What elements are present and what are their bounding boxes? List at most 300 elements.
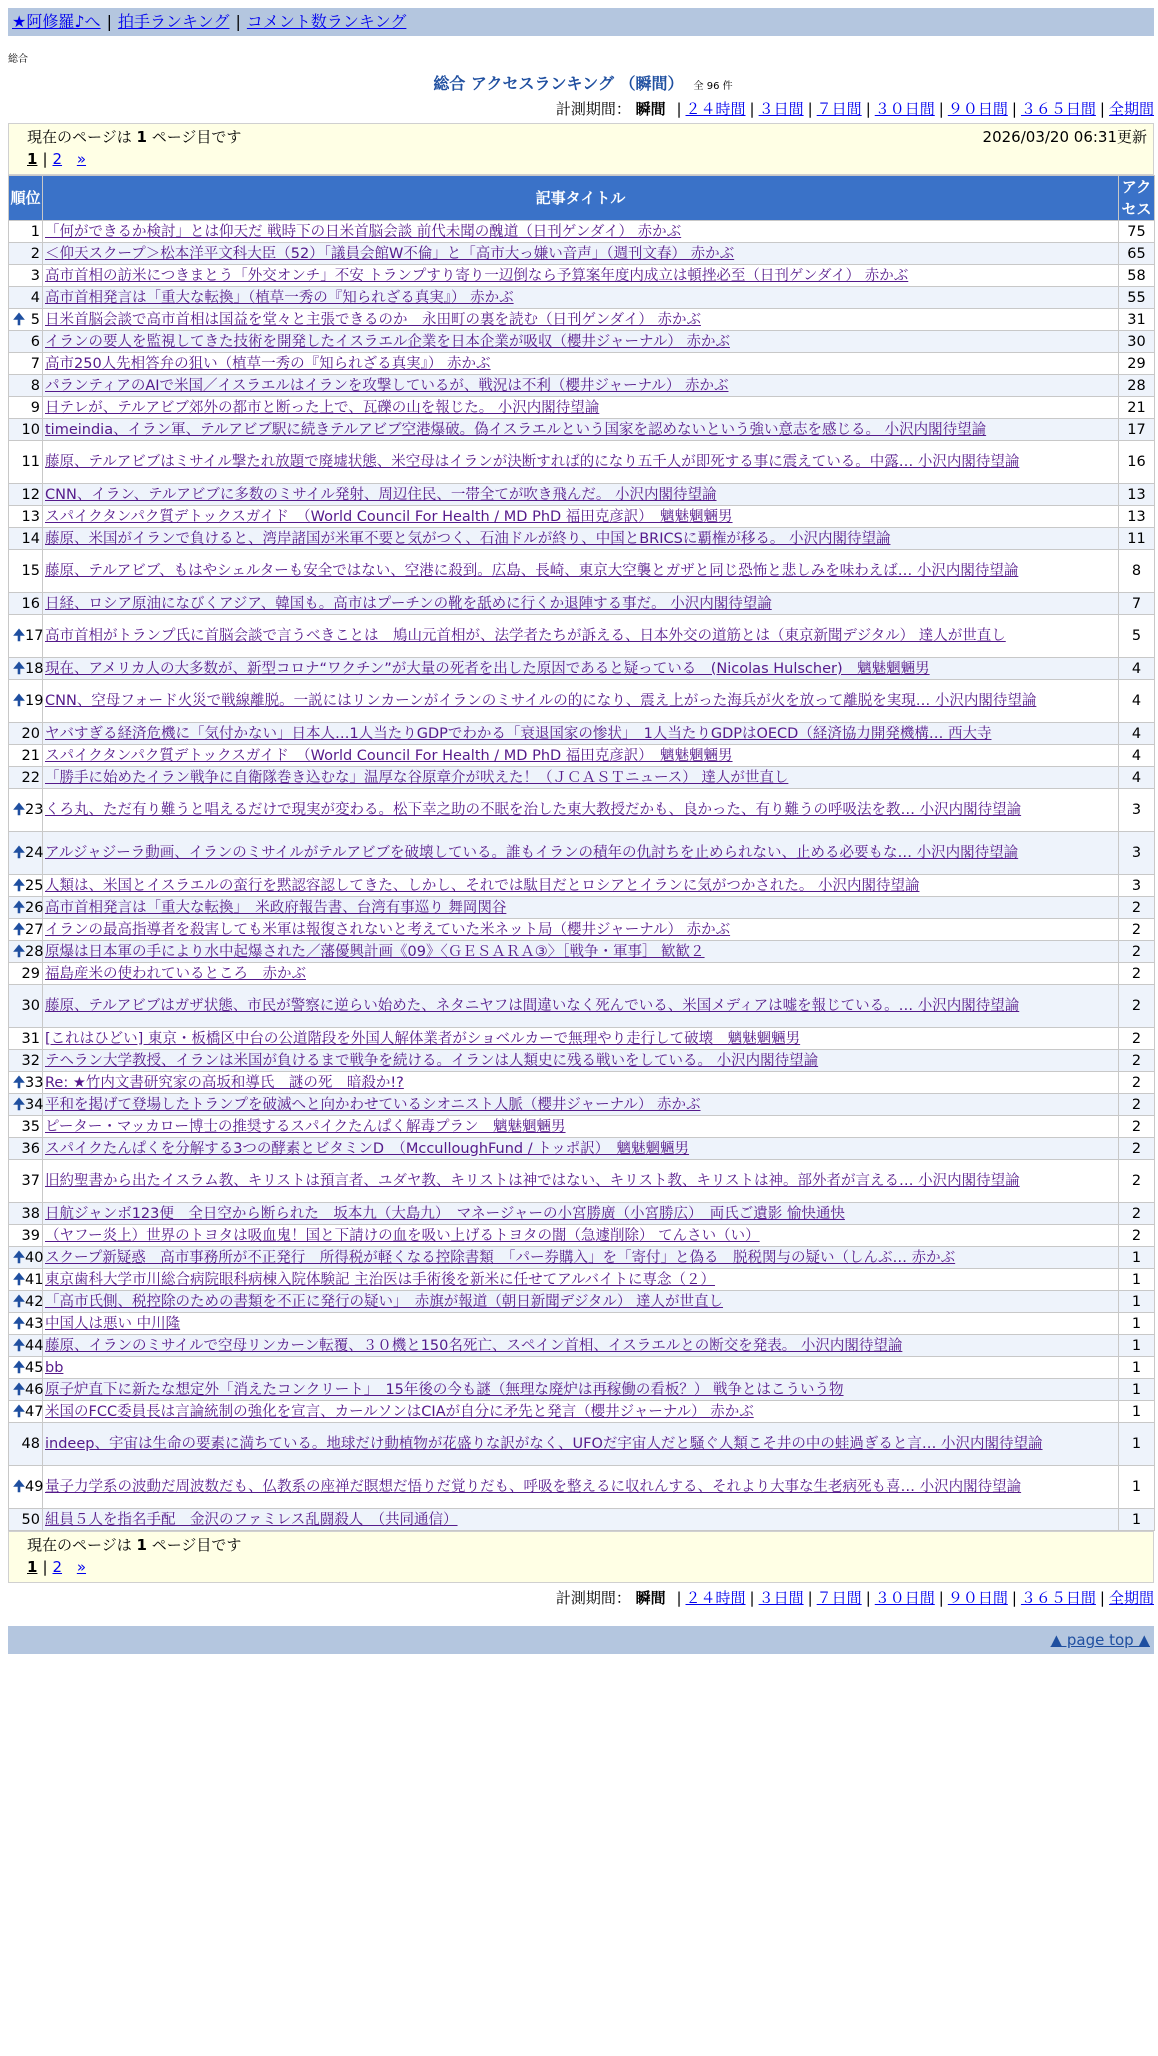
period-option-link[interactable]: ３０日間 [874, 100, 935, 118]
pager-current: 1 [27, 150, 38, 168]
period-option-link[interactable]: ３６５日間 [1020, 1589, 1096, 1607]
rank-number: 33 [25, 1074, 44, 1091]
rank-up-arrow-icon: 🠉 [13, 943, 26, 960]
table-row [9, 287, 1155, 309]
rank-number: 42 [25, 1293, 44, 1310]
rank-cell [9, 484, 43, 506]
article-title-link[interactable]: スパイクたんぱくを分解する3つの酵素とビタミンD （McculloughFund / トッポ訳） 魑魅魍魎男 [45, 1140, 690, 1157]
period-separator: | [749, 100, 755, 118]
period-separator: | [676, 1589, 682, 1607]
article-title-link[interactable]: 高市首相の訪米につきまとう「外交オンチ」不安 トランプすり寄り一辺倒なら予算案年度内成立は頓挫必至（日刊ゲンダイ） 赤かぶ [45, 267, 909, 284]
article-title-link[interactable]: 高市首相発言は「重大な転換」 米政府報告書、台湾有事巡り 舞岡関谷 [45, 899, 507, 916]
rank-number: 27 [25, 921, 44, 938]
period-option-link[interactable]: 全期間 [1108, 100, 1154, 118]
pager-next[interactable]: » [76, 150, 87, 168]
period-option-link[interactable]: ９０日間 [947, 100, 1008, 118]
rank-cell [9, 1379, 43, 1401]
rank-cell [9, 1466, 43, 1509]
rank-number: 32 [21, 1052, 40, 1069]
home-link[interactable]: ★阿修羅♪へ [12, 12, 101, 31]
rank-cell [9, 941, 43, 963]
article-title-link[interactable]: くろ丸、ただ有り難うと唱えるだけで現実が変わる。松下幸之助の不眠を治した東大教授だかも、良かった、有り難うの呼吸法を教… 小沢内閣待望論 [45, 802, 1022, 818]
article-title-link[interactable]: パランティアのAIで米国／イスラエルはイランを攻撃しているが、戦況は不利（櫻井ジャーナル） 赤かぶ [45, 377, 729, 394]
table-row [9, 723, 1155, 745]
col-header-rank: 順位 [9, 176, 43, 221]
rank-number: 4 [30, 289, 40, 306]
rank-number: 19 [25, 693, 44, 709]
rank-number: 40 [25, 1249, 44, 1266]
access-count: 2 [1119, 963, 1155, 985]
rank-up-arrow-icon: 🠉 [13, 1249, 26, 1266]
article-title-link[interactable]: イランの要人を監視してきた技術を開発したイスラエル企業を日本企業が吸収（櫻井ジャーナル） 赤かぶ [45, 333, 730, 350]
rank-cell [9, 723, 43, 745]
title-cell [43, 1291, 1119, 1313]
rank-cell [9, 397, 43, 419]
access-count: 1 [1119, 1401, 1155, 1423]
period-option-link[interactable]: ３６５日間 [1020, 100, 1096, 118]
pager-bottom [27, 1556, 1147, 1578]
title-cell [43, 1466, 1119, 1509]
access-count: 1 [1119, 1466, 1155, 1509]
table-row [9, 1072, 1155, 1094]
page-title [8, 71, 1158, 94]
table-row [9, 1313, 1155, 1335]
table-row [9, 375, 1155, 397]
article-title-link[interactable]: 藤原、イランのミサイルで空母リンカーン転覆、３０機と150名死亡、スペイン首相、イスラエルとの断交を発表。 小沢内閣待望論 [45, 1337, 903, 1354]
period-separator: | [676, 100, 682, 118]
rank-up-arrow-icon: 🠉 [13, 1074, 26, 1091]
access-count: 3 [1119, 789, 1155, 832]
access-count: 28 [1119, 375, 1155, 397]
rank-number: 2 [30, 245, 40, 262]
article-title-link[interactable]: 量子力学系の波動だ周波数だも、仏教系の座禅だ瞑想だ悟りだ覚りだも、呼吸を整えるに収れんする、それより大事な生老病死も喜… 小沢内閣待望論 [45, 1479, 1022, 1495]
article-title-link[interactable]: スパイクタンパク質デトックスガイド （World Council For Health / MD PhD 福田克彦訳） 魑魅魍魎男 [45, 508, 733, 525]
article-title-link[interactable]: 日米首脳会談で高市首相は国益を堂々と主張できるのか 永田町の裏を読む（日刊ゲンダイ） 赤かぶ [45, 311, 701, 328]
article-title-link[interactable]: [これはひどい] 東京・板橋区中台の公道階段を外国人解体業者がショベルカーで無理やり走行して破壊 魑魅魍魎男 [45, 1030, 801, 1047]
title-cell [43, 1094, 1119, 1116]
rank-cell [9, 1203, 43, 1225]
rank-number: 49 [25, 1479, 44, 1495]
access-count: 2 [1119, 1050, 1155, 1072]
rank-number: 25 [25, 877, 44, 894]
rank-number: 45 [25, 1359, 44, 1376]
page-top-link[interactable]: ▲ page top ▲ [1050, 1631, 1150, 1649]
article-title-link[interactable]: 平和を掲げて登場したトランプを破滅へと向かわせているシオニスト人脈（櫻井ジャーナル） 赤かぶ [45, 1096, 701, 1113]
table-row [9, 419, 1155, 441]
article-title-link[interactable]: 東京歯科大学市川総合病院眼科病棟入院体験記 主治医は手術後を新米に任せてアルバイトに専念（２） [45, 1271, 716, 1288]
rank-up-arrow-icon: 🠉 [13, 1315, 26, 1332]
table-row [9, 1357, 1155, 1379]
rank-up-arrow-icon: 🠉 [13, 899, 26, 916]
title-cell [43, 1313, 1119, 1335]
period-separator: | [938, 100, 944, 118]
period-option-link[interactable]: ３日間 [758, 100, 804, 118]
table-row [9, 550, 1155, 593]
rank-cell [9, 243, 43, 265]
rank-up-arrow-icon: 🠉 [13, 1381, 26, 1398]
title-cell [43, 897, 1119, 919]
rank-number: 3 [30, 267, 40, 284]
title-cell [43, 1138, 1119, 1160]
rank-cell [9, 963, 43, 985]
page-status-suffix: ページ目です [151, 1536, 242, 1554]
period-separator: | [865, 100, 871, 118]
rank-cell [9, 1509, 43, 1531]
title-cell [43, 615, 1119, 658]
article-title-link[interactable]: 福島産米の使われているところ 赤かぶ [45, 965, 306, 982]
rank-cell [9, 1335, 43, 1357]
period-separator: | [807, 1589, 813, 1607]
total-count: 全 96 件 [693, 81, 733, 92]
access-count: 75 [1119, 221, 1155, 243]
section-label: 総合 [8, 54, 28, 65]
rank-cell [9, 1357, 43, 1379]
table-row [9, 1050, 1155, 1072]
table-row [9, 528, 1155, 550]
period-separator: | [1099, 100, 1105, 118]
rank-cell [9, 789, 43, 832]
ranking-rows [9, 221, 1155, 1531]
rank-cell [9, 550, 43, 593]
article-title-link[interactable]: 「高市氏側、税控除のための書類を不正に発行の疑い」 赤旗が報道（朝日新聞デジタル） 達人が世直し [45, 1293, 723, 1310]
table-row [9, 1401, 1155, 1423]
access-count: 4 [1119, 767, 1155, 789]
table-row [9, 1291, 1155, 1313]
rank-cell [9, 745, 43, 767]
page-info-top [8, 123, 1154, 175]
access-count: 30 [1119, 331, 1155, 353]
article-title-link[interactable]: 日テレが、テルアビブ郊外の都市と断った上で、瓦礫の山を報じた。 小沢内閣待望論 [45, 399, 600, 416]
table-row [9, 243, 1155, 265]
table-row [9, 1466, 1155, 1509]
table-row [9, 1094, 1155, 1116]
rank-cell [9, 221, 43, 243]
pager-space [67, 1558, 72, 1576]
rank-cell [9, 1313, 43, 1335]
article-title-link[interactable]: Re: ★竹内文書研究家の高坂和導氏 謎の死 暗殺か!? [45, 1074, 404, 1091]
access-count: 1 [1119, 1269, 1155, 1291]
rank-up-arrow-icon: 🠉 [13, 845, 26, 861]
title-cell [43, 680, 1119, 723]
period-option-link[interactable]: ２４時間 [685, 100, 746, 118]
article-title-link[interactable]: 現在、アメリカ人の大多数が、新型コロナ“ワクチン”が大量の死者を出した原因であると疑っている (Nicolas Hulscher) 魑魅魍魎男 [45, 660, 930, 677]
table-row [9, 1509, 1155, 1531]
period-selector-top [8, 98, 1154, 119]
rank-up-arrow-icon: 🠉 [13, 1359, 26, 1376]
title-cell [43, 1423, 1119, 1466]
table-row [9, 1160, 1155, 1203]
access-count: 17 [1119, 419, 1155, 441]
rank-number: 24 [25, 845, 44, 861]
table-row [9, 658, 1155, 680]
table-row [9, 441, 1155, 484]
access-count: 2 [1119, 919, 1155, 941]
rank-number: 22 [21, 769, 40, 786]
rank-cell [9, 1401, 43, 1423]
access-count: 1 [1119, 1509, 1155, 1531]
rank-cell [9, 375, 43, 397]
rank-number: 41 [25, 1271, 44, 1288]
article-title-link[interactable]: bb [45, 1359, 64, 1376]
rank-cell [9, 919, 43, 941]
rank-up-arrow-icon: 🠉 [13, 311, 26, 328]
period-option-link[interactable]: ７日間 [816, 100, 862, 118]
table-row [9, 832, 1155, 875]
table-row [9, 1138, 1155, 1160]
rank-cell [9, 528, 43, 550]
rank-number: 13 [21, 508, 40, 525]
article-title-link[interactable]: （ヤフー炎上）世界のトヨタは吸血鬼！国と下請けの血を吸い上げるトヨタの闇（急遽削除） てんさい（い） [45, 1227, 760, 1244]
access-count: 1 [1119, 1357, 1155, 1379]
col-header-title: 記事タイトル [43, 176, 1119, 221]
title-cell [43, 1357, 1119, 1379]
article-title-link[interactable]: timeindia、イラン軍、テルアビブ駅に続きテルアビブ空港爆破。偽イスラエルという国家を認めないという強い意志を感じる。 小沢内閣待望論 [45, 421, 987, 438]
article-title-link[interactable]: CNN、空母フォード火災で戦線離脱。一説にはリンカーンがイランのミサイルの的になり、震え上がった海兵が火を放って離脱を実現… 小沢内閣待望論 [45, 693, 1037, 709]
title-cell [43, 397, 1119, 419]
table-row [9, 265, 1155, 287]
title-cell [43, 767, 1119, 789]
page-status-number: 1 [136, 1536, 147, 1554]
title-cell [43, 550, 1119, 593]
rank-cell [9, 287, 43, 309]
title-cell [43, 919, 1119, 941]
rank-up-arrow-icon: 🠉 [13, 660, 26, 677]
article-title-link[interactable]: 組員５人を指名手配 金沢のファミレス乱闘殺人 （共同通信） [45, 1511, 458, 1528]
title-cell [43, 419, 1119, 441]
table-row [9, 789, 1155, 832]
rank-up-arrow-icon: 🠉 [13, 693, 26, 709]
title-cell [43, 287, 1119, 309]
ranking-table [8, 175, 1155, 1531]
table-row [9, 309, 1155, 331]
article-title-link[interactable]: 旧約聖書から出たイスラム教、キリストは預言者、ユダヤ教、キリストは神ではない、キリスト教、キリストは神。部外者が言える… 小沢内閣待望論 [45, 1173, 1020, 1189]
article-title-link[interactable]: イランの最高指導者を殺害しても米軍は報復されないと考えていた米ネット局（櫻井ジャーナル） 赤かぶ [45, 921, 731, 938]
access-count: 4 [1119, 745, 1155, 767]
clap-ranking-link[interactable]: 拍手ランキング [117, 12, 230, 31]
table-row [9, 875, 1155, 897]
period-option-link[interactable]: ７日間 [816, 1589, 862, 1607]
title-cell [43, 1116, 1119, 1138]
title-cell [43, 985, 1119, 1028]
article-title-link[interactable]: スクープ新疑惑 高市事務所が不正発行 所得税が軽くなる控除書類 「パー券購入」を「寄付」と偽る 脱税関与の疑い（しんぶ… 赤かぶ [45, 1249, 956, 1266]
title-cell [43, 1072, 1119, 1094]
page-status-prefix: 現在のページは [27, 1536, 132, 1554]
article-title-link[interactable]: 藤原、テルアビブはミサイル撃たれ放題で廃墟状態、米空母はイランが決断すれば的になり五千人が即死する事に震えている。中露… 小沢内閣待望論 [45, 454, 1020, 470]
bottom-bar [8, 1626, 1154, 1654]
rank-number: 47 [25, 1403, 44, 1420]
page-status [27, 126, 241, 148]
rank-number: 8 [30, 377, 40, 394]
title-cell [43, 832, 1119, 875]
article-title-link[interactable]: ＜仰天スクープ＞松本洋平文科大臣（52）「議員会館W不倫」と「高市大っ嫌い音声」（週刊文春） 赤かぶ [45, 245, 735, 262]
table-row [9, 1379, 1155, 1401]
article-title-link[interactable]: 高市250人先相答弁の狙い（植草一秀の『知られざる真実』） 赤かぶ [45, 355, 491, 372]
rank-number: 12 [21, 486, 40, 503]
period-separator: | [749, 1589, 755, 1607]
rank-number: 18 [25, 660, 44, 677]
table-row [9, 941, 1155, 963]
pager-top [27, 148, 1147, 170]
table-row [9, 1203, 1155, 1225]
access-count: 2 [1119, 897, 1155, 919]
access-count: 1 [1119, 1291, 1155, 1313]
rank-cell [9, 615, 43, 658]
rank-cell [9, 309, 43, 331]
article-title-link[interactable]: 「何ができるか検討」とは仰天だ 戦時下の日米首脳会談 前代未聞の醜道（日刊ゲンダイ） 赤かぶ [45, 223, 682, 240]
period-separator: | [865, 1589, 871, 1607]
table-row [9, 1269, 1155, 1291]
article-title-link[interactable]: 藤原、テルアビブはガザ状態、市民が警察に逆らい始めた、ネタニヤフは間違いなく死んでいる、米国メディアは嘘を報じている。… 小沢内閣待望論 [45, 998, 1020, 1014]
article-title-link[interactable]: CNN、イラン、テルアビブに多数のミサイル発射、周辺住民、一帯全てが吹き飛んだ。 小沢内閣待望論 [45, 486, 717, 503]
title-cell [43, 1160, 1119, 1203]
table-row [9, 221, 1155, 243]
article-title-link[interactable]: テヘラン大学教授、イランは米国が負けるまで戦争を続ける。イランは人類史に残る戦いをしている。 小沢内閣待望論 [45, 1052, 819, 1069]
title-cell [43, 1379, 1119, 1401]
article-title-link[interactable]: 藤原、テルアビブ、もはやシェルターも安全ではない、空港に殺到。広島、長崎、東京大空襲とガザと同じ恐怖と悲しみを味わえば… 小沢内閣待望論 [45, 563, 1019, 579]
title-cell [43, 375, 1119, 397]
table-row [9, 1225, 1155, 1247]
access-count: 2 [1119, 1160, 1155, 1203]
rank-number: 20 [21, 725, 40, 742]
period-option-link[interactable]: 全期間 [1108, 1589, 1154, 1607]
table-row [9, 767, 1155, 789]
rank-cell [9, 353, 43, 375]
access-count: 2 [1119, 1116, 1155, 1138]
access-count: 2 [1119, 1094, 1155, 1116]
access-count: 13 [1119, 484, 1155, 506]
table-row [9, 745, 1155, 767]
title-cell [43, 243, 1119, 265]
article-title-link[interactable]: 米国のFCC委員長は言論統制の強化を宣言、カールソンはCIAが自分に矛先と発言（櫻井ジャーナル） 赤かぶ [45, 1403, 754, 1420]
pager-separator: | [42, 150, 48, 168]
access-count: 16 [1119, 441, 1155, 484]
article-title-link[interactable]: 日航ジャンボ123便 全日空から断られた 坂本九（大島九） マネージャーの小宮勝廣（小宮勝広） 両氏ご遺影 愉快通快 [45, 1205, 845, 1222]
table-row [9, 484, 1155, 506]
table-row [9, 1423, 1155, 1466]
period-option-link[interactable]: ３日間 [758, 1589, 804, 1607]
period-label: 計測期間： [555, 1589, 631, 1607]
title-cell [43, 506, 1119, 528]
title-cell [43, 528, 1119, 550]
rank-number: 38 [21, 1205, 40, 1222]
period-option-link[interactable]: ２４時間 [685, 1589, 746, 1607]
title-cell [43, 875, 1119, 897]
period-option-link[interactable]: ９０日間 [947, 1589, 1008, 1607]
rank-number: 30 [21, 998, 40, 1014]
article-title-link[interactable]: 「勝手に始めたイラン戦争に自衛隊巻き込むな」温厚な谷原章介が吠えた！（ＪＣＡＳＴニュース） 達人が世直し [45, 769, 789, 786]
access-count: 2 [1119, 1028, 1155, 1050]
nav-separator: | [235, 12, 241, 31]
table-row [9, 985, 1155, 1028]
article-title-link[interactable]: ピーター・マッカロー博士の推奨するスパイクたんぱく解毒プラン 魑魅魍魎男 [45, 1118, 566, 1135]
table-row [9, 1335, 1155, 1357]
rank-number: 39 [21, 1227, 40, 1244]
article-title-link[interactable]: アルジャジーラ動画、イランのミサイルがテルアビブを破壊している。誰もイランの積年の仇討ちを止められない、止める必要もな… 小沢内閣待望論 [45, 845, 1019, 861]
title-cell [43, 789, 1119, 832]
rank-cell [9, 1028, 43, 1050]
table-row [9, 615, 1155, 658]
rank-cell [9, 1423, 43, 1466]
access-count: 58 [1119, 265, 1155, 287]
article-title-link[interactable]: 高市首相発言は「重大な転換」（植草一秀の『知られざる真実』） 赤かぶ [45, 289, 514, 306]
rank-cell [9, 897, 43, 919]
period-separator: | [1011, 1589, 1017, 1607]
rank-cell [9, 331, 43, 353]
access-count: 3 [1119, 832, 1155, 875]
rank-number: 37 [21, 1173, 40, 1189]
article-title-link[interactable]: indeep、宇宙は生命の要素に満ちている。地球だけ動植物が花盛りな訳がなく、UFOだ宇宙人だと騒ぐ人類こそ井の中の蛙過ぎると言… 小沢内閣待望論 [45, 1436, 1043, 1452]
pager-page-2[interactable]: 2 [52, 150, 63, 168]
rank-cell [9, 1291, 43, 1313]
access-count: 31 [1119, 309, 1155, 331]
title-cell [43, 1269, 1119, 1291]
pager-page-2[interactable]: 2 [52, 1558, 63, 1576]
rank-number: 17 [25, 628, 44, 644]
period-current: 瞬間 [635, 100, 666, 118]
article-title-link[interactable]: ヤバすぎる経済危機に「気付かない」日本人…1人当たりGDPでわかる「衰退国家の惨状」 1人当たりGDPはOECD（経済協力開発機構… 西大寺 [45, 725, 992, 742]
table-row [9, 331, 1155, 353]
period-current: 瞬間 [635, 1589, 666, 1607]
rank-up-arrow-icon: 🠉 [13, 1337, 26, 1354]
table-row [9, 1116, 1155, 1138]
access-count: 2 [1119, 1203, 1155, 1225]
article-title-link[interactable]: スパイクタンパク質デトックスガイド （World Council For Health / MD PhD 福田克彦訳） 魑魅魍魎男 [45, 747, 733, 764]
title-cell [43, 331, 1119, 353]
rank-number: 50 [21, 1511, 40, 1528]
rank-number: 48 [21, 1436, 40, 1452]
article-title-link[interactable]: 日経、ロシア原油になびくアジア、韓国も。高市はプーチンの靴を舐めに行くか退陣する事だ。 小沢内閣待望論 [45, 595, 772, 612]
rank-number: 1 [30, 223, 40, 240]
access-count: 5 [1119, 615, 1155, 658]
rank-up-arrow-icon: 🠉 [13, 1271, 26, 1288]
rank-up-arrow-icon: 🠉 [13, 921, 26, 938]
article-title-link[interactable]: 高市首相がトランプ氏に首脳会談で言うべきことは 鳩山元首相が、法学者たちが訴える、日本外交の道筋とは（東京新聞デジタル） 達人が世直し [45, 628, 1006, 644]
access-count: 65 [1119, 243, 1155, 265]
title-cell [43, 484, 1119, 506]
article-title-link[interactable]: 原爆は日本軍の手により水中起爆された／藩優興計画《09》〈ＧＥＳＡＲＡ③〉［戦争・軍事］ 歓歓２ [45, 943, 705, 960]
rank-cell [9, 680, 43, 723]
comment-ranking-link[interactable]: コメント数ランキング [246, 12, 407, 31]
title-cell [43, 1335, 1119, 1357]
rank-cell [9, 1116, 43, 1138]
title-cell [43, 1050, 1119, 1072]
title-cell [43, 309, 1119, 331]
title-cell [43, 265, 1119, 287]
pager-next[interactable]: » [76, 1558, 87, 1576]
rank-number: 28 [25, 943, 44, 960]
rank-cell [9, 419, 43, 441]
rank-cell [9, 1160, 43, 1203]
title-cell [43, 963, 1119, 985]
access-count: 11 [1119, 528, 1155, 550]
access-count: 13 [1119, 506, 1155, 528]
title-cell [43, 221, 1119, 243]
access-count: 1 [1119, 1423, 1155, 1466]
period-option-link[interactable]: ３０日間 [874, 1589, 935, 1607]
article-title-link[interactable]: 中国人は悪い 中川隆 [45, 1315, 181, 1332]
article-title-link[interactable]: 人類は、米国とイスラエルの蛮行を黙認容認してきた、しかし、それでは駄目だとロシアとイランに気がつかされた。 小沢内閣待望論 [45, 877, 920, 894]
article-title-link[interactable]: 藤原、米国がイランで負けると、湾岸諸国が米軍不要と気がつく、石油ドルが終り、中国とBRICSに覇権が移る。 小沢内閣待望論 [45, 530, 891, 547]
page-info-bottom [8, 1531, 1154, 1583]
rank-cell [9, 985, 43, 1028]
rank-number: 15 [21, 563, 40, 579]
rank-up-arrow-icon: 🠉 [13, 1293, 26, 1310]
rank-number: 35 [21, 1118, 40, 1135]
nav-separator: | [106, 12, 112, 31]
table-row [9, 593, 1155, 615]
rank-number: 31 [21, 1030, 40, 1047]
article-title-link[interactable]: 原子炉直下に新たな想定外「消えたコンクリート」 15年後の今も謎（無理な廃炉は再稼働の看板？） 戦争とはこういう物 [45, 1381, 844, 1398]
